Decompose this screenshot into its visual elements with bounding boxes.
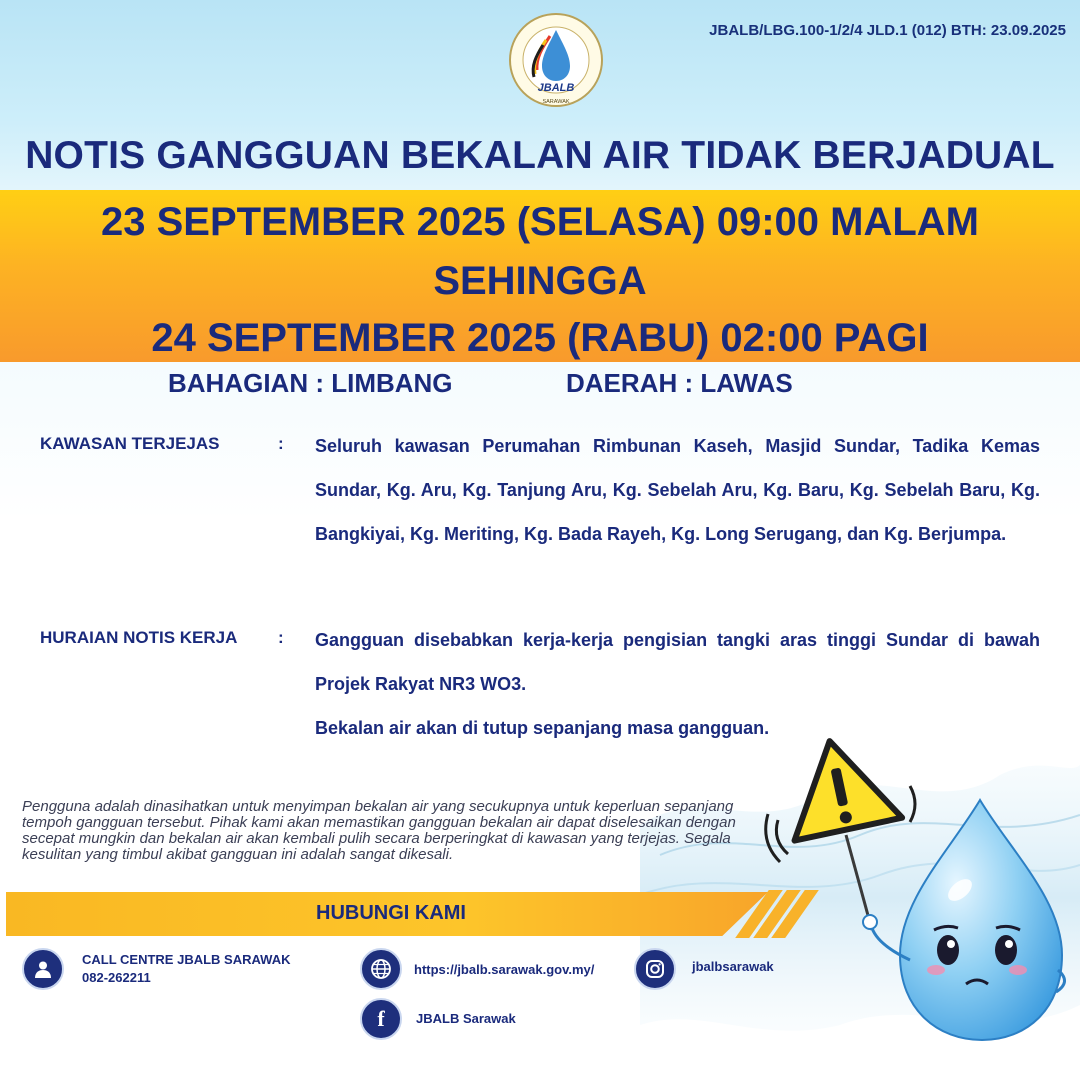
work-description-paragraph-2: Bekalan air akan di tutup sepanjang masa gangguan. (315, 718, 770, 738)
schedule-start: 23 SEPTEMBER 2025 (SELASA) 09:00 MALAM (100, 200, 979, 244)
schedule-connector: SEHINGGA (433, 259, 647, 303)
water-drop-mascot-icon (760, 730, 1080, 1060)
call-centre-phone[interactable]: 082-262211 (82, 970, 151, 985)
website-link[interactable]: https://jbalb.sarawak.gov.my/ (414, 962, 595, 977)
facebook-icon: f (360, 998, 402, 1040)
logo-short-text: JBALB (537, 82, 575, 94)
jbalb-logo (508, 12, 604, 108)
instagram-handle[interactable]: jbalbsarawak (692, 959, 774, 974)
affected-area-label: KAWASAN TERJEJAS (40, 434, 220, 453)
affected-area-text (315, 424, 1040, 556)
affected-area-colon: : (278, 434, 284, 453)
contact-title: HUBUNGI KAMI (316, 902, 466, 924)
affected-area-paragraph: Seluruh kawasan Perumahan Rimbunan Kaseh, Masjid Sundar, Tadika Kemas Sundar, Kg. Aru, Kg. Tanjung Aru, Kg. Sebelah Aru, Kg. Baru, Kg. Sebelah Baru, Kg. Bangkiyai, Kg. Meriting, Kg. Bada Rayeh, Kg. Long Serugang, dan Kg. Berjumpa. (315, 436, 1040, 544)
instagram-icon (634, 948, 676, 990)
work-description-colon: : (278, 628, 284, 647)
work-description-paragraph-1: Gangguan disebabkan kerja-kerja pengisian tangki aras tinggi Sundar di bawah Projek Rakyat NR3 WO3. (315, 630, 1040, 694)
person-icon (22, 948, 64, 990)
bahagian-label: BAHAGIAN : LIMBANG (168, 368, 453, 398)
notice-title: NOTIS GANGGUAN BEKALAN AIR TIDAK BERJADUAL (25, 134, 1055, 177)
work-description-label: HURAIAN NOTIS KERJA (40, 628, 238, 647)
facebook-page[interactable]: JBALB Sarawak (416, 1011, 516, 1026)
schedule-end: 24 SEPTEMBER 2025 (RABU) 02:00 PAGI (151, 316, 929, 360)
call-centre-label: CALL CENTRE JBALB SARAWAK (82, 952, 291, 967)
advisory-text: Pengguna adalah dinasihatkan untuk menyimpan bekalan air yang secukupnya untuk keperluan sepanjang tempoh gangguan tersebut. Pihak kami akan memastikan gangguan bekalan air dapat diselesaikan dengan secepat mungkin dan bekalan air akan kembali pulih secara berperingkat di kawasan yang terjejas. Segala kesulitan yang timbul akibat gangguan ini adalah sangat dikesali. (22, 798, 736, 863)
logo-state-text: SARAWAK (542, 99, 570, 105)
daerah-label: DAERAH : LAWAS (566, 368, 793, 398)
reference-number: JBALB/LBG.100-1/2/4 JLD.1 (012) BTH: 23.09.2025 (709, 22, 1066, 39)
warning-sign-icon (776, 730, 902, 841)
globe-icon (360, 948, 402, 990)
call-centre-info (82, 951, 291, 987)
